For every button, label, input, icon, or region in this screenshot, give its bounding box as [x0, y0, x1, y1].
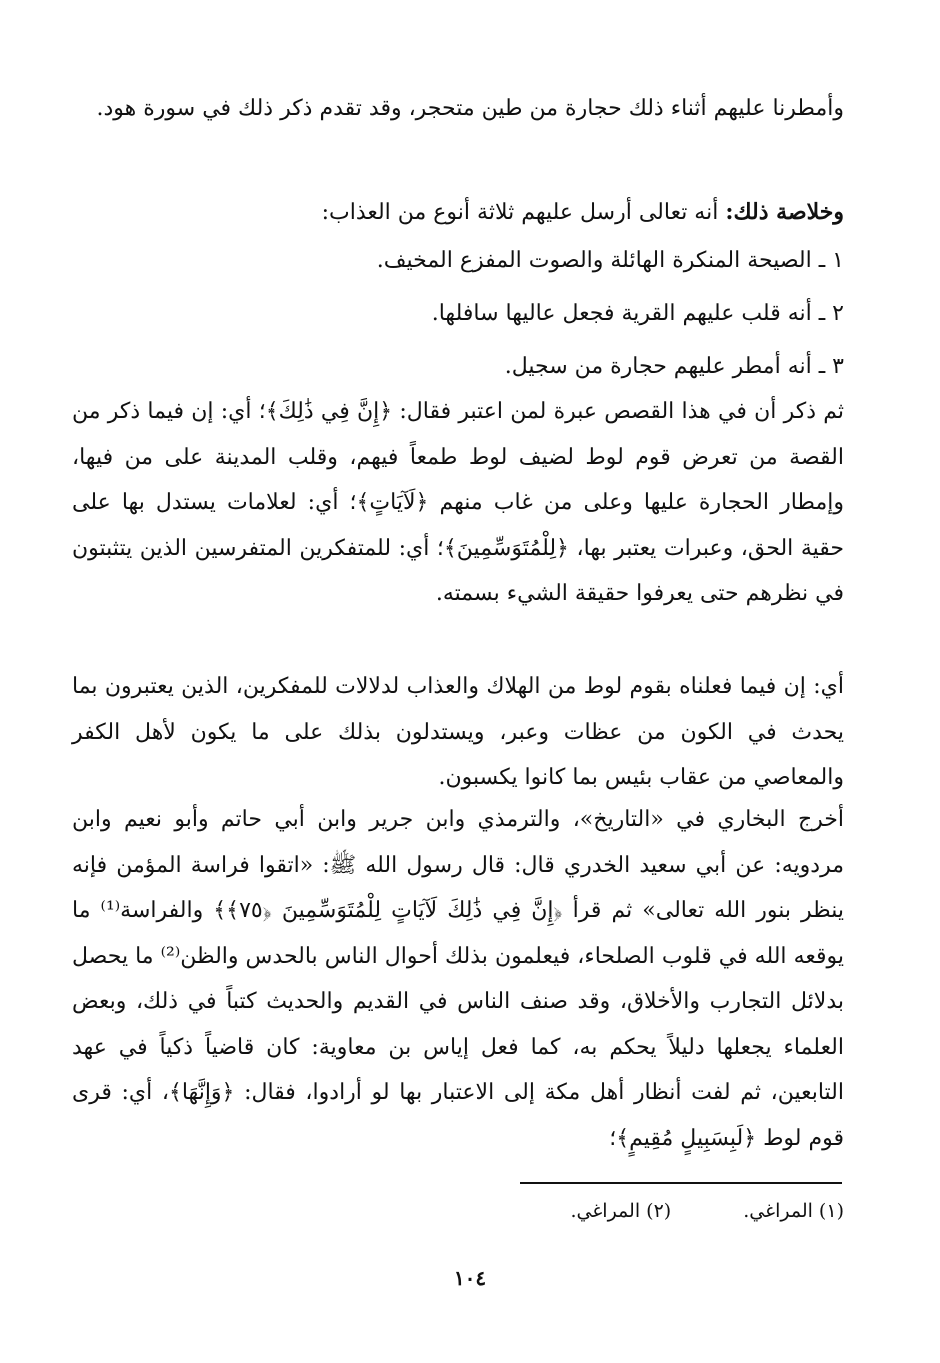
paragraph-lesson-signs: ثم ذكر أن في هذا القصص عبرة لمن اعتبر فقال: ﴿إِنَّ فِي ذَٰلِكَ﴾؛ أي: إن فيما ذكر من القصة من تعرض قوم لوط لضيف لوط طمعاً فيهم، وقلب المدينة على من فيها، وإمطار الحجارة عليها وعلى من غاب منهم ﴿لَآيَاتٍ﴾؛ أي: لعلامات يستدل بها على حقية الحق، وعبرات يعتبر بها، ﴿لِلْمُتَوَسِّمِينَ﴾؛ أي: للمتفكرين المتفرسين الذين يتثبتون في نظرهم حتى يعرفوا حقيقة الشيء بسمته. [72, 399, 844, 606]
paragraph-explanation: أي: إن فيما فعلناه بقوم لوط من الهلاك والعذاب لدلالات للمفكرين، الذين يعتبرون بما يحدث في الكون من عظات وعبر، ويستدلون بذلك على ما يكون لأهل الكفر والمعاصي من عقاب بئيس بما كانوا يكسبون. [72, 674, 844, 790]
punishment-list-item-1: ١ ـ الصيحة المنكرة الهائلة والصوت المفزع المخيف. [376, 248, 844, 273]
summary-paragraph [72, 186, 844, 239]
footnote-divider [520, 1182, 842, 1184]
footnote-2: (٢) المراغي. [570, 1200, 672, 1222]
punishment-list-item-2: ٢ ـ أنه قلب عليهم القرية فجعل عاليها سافلها. [431, 301, 844, 326]
paragraph-hadith-firasa: أخرج البخاري في «التاريخ»، والترمذي وابن جرير وابن أبي حاتم وأبو نعيم وابن مردويه: عن أبي سعيد الخدري قال: قال رسول الله ﷺ: «اتقوا فراسة المؤمن فإنه ينظر بنور الله تعالى» ثم قرأ ﴿إِنَّ فِي ذَٰلِكَ لَآيَاتٍ لِلْمُتَوَسِّمِينَ ﴿٧٥﴾﴾ والفراسة⁽¹⁾ ما يوقعه الله في قلوب الصلحاء، فيعلمون بذلك أحوال الناس بالحدس والظن⁽²⁾ ما يحصل بدلائل التجارب والأخلاق، وقد صنف الناس في القديم والحديث كتباً في ذلك، وبعض العلماء يجعلها دليلاً يحكم به، كما فعل إياس بن معاوية: كان قاضياً ذكياً في عهد التابعين، ثم لفت أنظار أهل مكة إلى الاعتبار بها لو أرادوا، فقال: ﴿وَإِنَّهَا﴾، أي: قرى قوم لوط ﴿لَبِسَبِيلٍ مُقِيمٍ﴾؛ [72, 807, 844, 1151]
footnotes [324, 1195, 844, 1227]
punishment-list-item-3: ٣ ـ أنه أمطر عليهم حجارة من سجيل. [504, 354, 844, 379]
footnote-1: (١) المراغي. [743, 1200, 844, 1222]
summary-heading: وخلاصة ذلك: [725, 199, 844, 225]
page-number: ١٠٤ [453, 1266, 487, 1290]
summary-text: أنه تعالى أرسل عليهم ثلاثة أنوع من العذاب: [321, 200, 726, 225]
paragraph-rain-stones: وأمطرنا عليهم أثناء ذلك حجارة من طين متحجر، وقد تقدم ذكر ذلك في سورة هود. [96, 96, 844, 121]
